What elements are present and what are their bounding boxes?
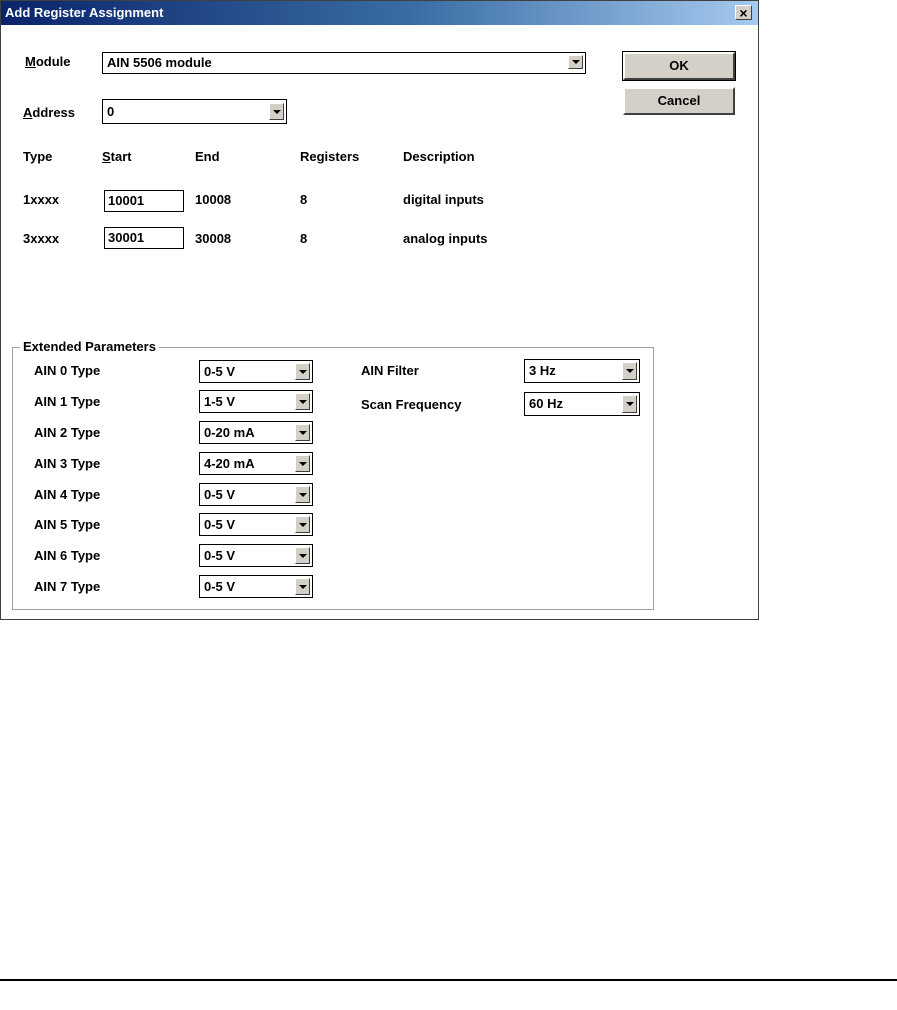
ain-type-label: AIN 0 Type bbox=[34, 363, 101, 378]
chevron-down-icon[interactable] bbox=[295, 424, 310, 441]
chevron-down-icon[interactable] bbox=[622, 395, 637, 413]
page-divider bbox=[0, 979, 897, 981]
chevron-down-icon[interactable] bbox=[295, 547, 310, 564]
ain-type-select[interactable] bbox=[199, 483, 313, 506]
ain-filter-value: 3 Hz bbox=[529, 363, 556, 378]
ain-type-value: 0-5 V bbox=[204, 517, 236, 532]
chevron-down-icon[interactable] bbox=[295, 393, 310, 410]
group-title: Extended Parameters bbox=[20, 339, 159, 354]
ain-type-select[interactable] bbox=[199, 544, 313, 567]
ain-filter-label: AIN Filter bbox=[361, 363, 419, 378]
header-end: End bbox=[195, 149, 220, 164]
ain-type-value: 0-20 mA bbox=[204, 425, 255, 440]
chevron-down-icon[interactable] bbox=[295, 455, 310, 472]
ain-type-label: AIN 6 Type bbox=[34, 548, 101, 563]
chevron-down-icon[interactable] bbox=[622, 362, 637, 380]
dialog-title: Add Register Assignment bbox=[5, 5, 164, 20]
title-bar bbox=[1, 1, 758, 25]
ain-type-value: 0-5 V bbox=[204, 487, 236, 502]
row-end: 10008 bbox=[195, 192, 232, 207]
close-button[interactable] bbox=[735, 5, 752, 20]
ain-type-select[interactable] bbox=[199, 360, 313, 383]
ain-type-label: AIN 5 Type bbox=[34, 517, 101, 532]
ain-type-value: 0-5 V bbox=[204, 364, 236, 379]
ain-type-label: AIN 2 Type bbox=[34, 425, 101, 440]
ain-type-label: AIN 1 Type bbox=[34, 394, 101, 409]
module-select[interactable] bbox=[102, 52, 586, 74]
ain-type-select[interactable] bbox=[199, 421, 313, 444]
start-address-input[interactable]: 10001 bbox=[104, 190, 184, 212]
header-type: Type bbox=[23, 149, 53, 164]
scan-frequency-select[interactable] bbox=[524, 392, 640, 416]
close-icon: × bbox=[739, 4, 748, 21]
ok-button[interactable]: OK bbox=[623, 52, 735, 80]
row-type: 3xxxx bbox=[23, 231, 60, 246]
address-value: 0 bbox=[107, 104, 115, 119]
row-count: 8 bbox=[300, 192, 308, 207]
ain-type-select[interactable] bbox=[199, 513, 313, 536]
module-value: AIN 5506 module bbox=[107, 55, 212, 70]
ain-filter-select[interactable] bbox=[524, 359, 640, 383]
row-count: 8 bbox=[300, 231, 308, 246]
scan-frequency-value: 60 Hz bbox=[529, 396, 563, 411]
header-description: Description bbox=[403, 149, 475, 164]
ain-type-value: 4-20 mA bbox=[204, 456, 255, 471]
ain-type-select[interactable] bbox=[199, 452, 313, 475]
row-description: analog inputs bbox=[403, 231, 488, 246]
row-type: 1xxxx bbox=[23, 192, 60, 207]
ain-type-value: 1-5 V bbox=[204, 394, 236, 409]
ain-type-select[interactable] bbox=[199, 575, 313, 598]
address-select[interactable] bbox=[102, 99, 287, 124]
row-description: digital inputs bbox=[403, 192, 484, 207]
header-registers: Registers bbox=[300, 149, 360, 164]
ain-type-label: AIN 3 Type bbox=[34, 456, 101, 471]
chevron-down-icon[interactable] bbox=[295, 578, 310, 595]
scan-frequency-label: Scan Frequency bbox=[361, 397, 462, 412]
start-address-input[interactable]: 30001 bbox=[104, 227, 184, 249]
chevron-down-icon[interactable] bbox=[269, 103, 284, 120]
chevron-down-icon[interactable] bbox=[295, 516, 310, 533]
ain-type-label: AIN 7 Type bbox=[34, 579, 101, 594]
ain-type-label: AIN 4 Type bbox=[34, 487, 101, 502]
row-end: 30008 bbox=[195, 231, 232, 246]
chevron-down-icon[interactable] bbox=[295, 486, 310, 503]
chevron-down-icon[interactable] bbox=[295, 363, 310, 380]
chevron-down-icon[interactable] bbox=[568, 55, 583, 69]
address-label: Address bbox=[23, 105, 76, 120]
ain-type-value: 0-5 V bbox=[204, 579, 236, 594]
ain-type-value: 0-5 V bbox=[204, 548, 236, 563]
module-label: Module bbox=[25, 54, 71, 69]
extended-parameters-group bbox=[12, 347, 654, 610]
header-start: Start bbox=[102, 149, 132, 164]
ain-type-select[interactable] bbox=[199, 390, 313, 413]
cancel-button[interactable]: Cancel bbox=[623, 87, 735, 115]
